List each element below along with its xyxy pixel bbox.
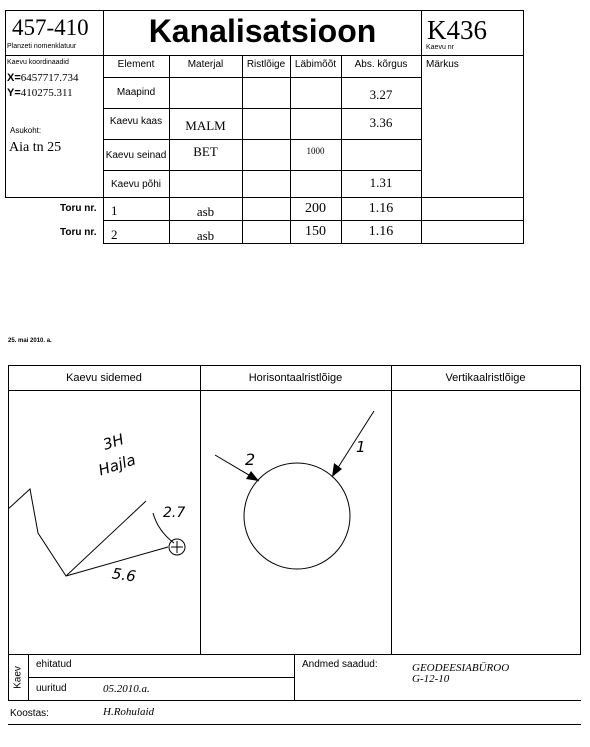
location-value: Aia tn 25 [9, 140, 62, 155]
pipe-diameter: 150 [305, 224, 326, 239]
surveyed-label: uuritud [36, 683, 67, 694]
sheet-number-caption: Planzeti nomenklatuur [7, 43, 77, 50]
hand-note-2: Hajla [96, 450, 138, 480]
well-circle [244, 463, 350, 569]
col-header-height: Abs. kõrgus [354, 59, 408, 70]
coord-x-label: X= [7, 72, 21, 84]
compiler-label: Koostas: [10, 708, 49, 719]
panel-title-horizontal: Horisontaalristlõige [248, 372, 343, 384]
col-header-section: Ristlõige [246, 59, 286, 70]
row-height: 3.27 [369, 87, 393, 102]
row-height: 3.36 [369, 115, 393, 130]
col-header-notes: Märkus [426, 59, 459, 70]
pipe-material: asb [196, 204, 215, 219]
page-title: Kanalisatsioon [148, 13, 377, 49]
connection-lines [8, 489, 146, 576]
coord-x [7, 72, 79, 84]
well-number-caption: Kaevu nr [426, 44, 455, 51]
row-element: Kaevu põhi [110, 179, 162, 190]
col-header-material: Materjal [187, 59, 224, 70]
hand-note-1: 3H [100, 430, 127, 454]
pipe-label: Toru nr. [60, 203, 97, 214]
date-stamp: 25. mai 2010. a. [8, 338, 52, 344]
coord-y-value: 410275.311 [20, 87, 73, 99]
pipe-label: Toru nr. [60, 227, 97, 238]
coord-y-label: Y= [7, 87, 21, 99]
row-element: Maapind [116, 87, 156, 98]
row-height: 1.31 [369, 175, 393, 190]
surveyed-value: 05.2010.a. [103, 683, 150, 695]
pipe-nr: 2 [111, 227, 118, 242]
location-label: Asukoht: [10, 126, 42, 135]
pipe-diameter: 200 [305, 201, 326, 216]
coords-caption: Kaevu koordinaadid [7, 59, 69, 66]
pipe-height: 1.16 [368, 224, 394, 239]
row-diameter: 1000 [306, 146, 325, 156]
dimension-label-2: 5.6 [110, 564, 137, 586]
row-element: Kaevu seinad [105, 150, 167, 161]
pipe-nr: 1 [111, 203, 118, 218]
row-material: BET [193, 144, 218, 159]
well-number: K436 [427, 15, 487, 45]
connections-sketch [8, 391, 200, 653]
pipe-height: 1.16 [368, 201, 394, 216]
pipe-1-label: 1 [356, 438, 366, 456]
col-header-diameter: Läbimõõt [294, 59, 337, 70]
sheet-number: 457-410 [12, 15, 89, 40]
data-source-label: Andmed saadud: [302, 659, 378, 670]
built-label: ehitatud [36, 659, 72, 670]
panel-title-connections: Kaevu sidemed [66, 372, 142, 384]
row-element: Kaevu kaas [109, 116, 163, 127]
coord-y [7, 87, 73, 99]
col-header-element: Element [117, 59, 155, 70]
row-material: MALM [185, 118, 226, 133]
data-source-value-2: G-12-10 [412, 673, 450, 685]
dimension-label-1: 2.7 [163, 505, 186, 521]
horizontal-section-sketch [201, 391, 391, 653]
pipe-material: asb [196, 228, 215, 243]
data-source-value-1: GEODEESIABÜROO [412, 662, 510, 674]
pipe-2-label: 2 [245, 450, 256, 469]
coord-x-value: 6457717.734 [20, 72, 79, 84]
compiler-value: H.Rohulaid [103, 706, 155, 718]
panel-title-vertical: Vertikaalristlõige [445, 372, 526, 384]
footer-side-label: Kaev [12, 666, 24, 689]
